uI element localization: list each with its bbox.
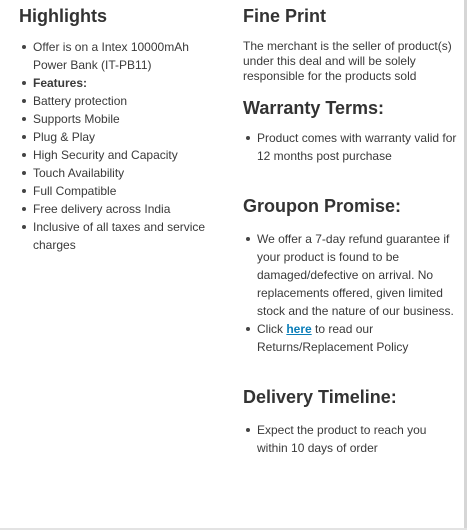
highlight-item-text: Features: (33, 76, 88, 90)
list-item (19, 92, 219, 110)
list-item (19, 200, 219, 218)
list-item (19, 38, 219, 74)
bullet-icon (246, 136, 250, 140)
promise-link-suffix: to read our Returns/Replacement Policy (257, 322, 409, 354)
delivery-heading: Delivery Timeline: (243, 387, 397, 407)
highlight-item-text: Inclusive of all taxes and service charges (33, 220, 206, 252)
bullet-icon (22, 153, 26, 157)
highlight-item-text: Offer is on a Intex 10000mAh Power Bank (IT-PB11) (33, 40, 189, 72)
list-item (19, 182, 219, 200)
list-item (243, 230, 458, 320)
bullet-icon (246, 237, 250, 241)
list-item (243, 129, 458, 165)
details-column (243, 0, 458, 457)
bullet-icon (22, 207, 26, 211)
bullet-icon (246, 428, 250, 432)
bullet-icon (22, 99, 26, 103)
delivery-item-text: Expect the product to reach you within 10 days of order (257, 423, 427, 455)
highlights-section (19, 0, 219, 254)
list-item (243, 320, 458, 356)
highlights-list (19, 38, 219, 254)
bullet-icon (22, 189, 26, 193)
promise-heading: Groupon Promise: (243, 196, 402, 216)
highlight-item-text: High Security and Capacity (33, 148, 178, 162)
list-item (243, 421, 458, 457)
warranty-item-text: Product comes with warranty valid for 12 months post purchase (257, 131, 457, 163)
highlight-item-text: Full Compatible (33, 184, 117, 198)
highlights-heading: Highlights (19, 6, 107, 26)
list-item (19, 128, 219, 146)
promise-item-text: We offer a 7-day refund guarantee if your product is found to be damaged/defective on arrival. No replacements offered, given limited stock and the nature of our business. (257, 232, 454, 318)
fine-print-heading: Fine Print (243, 6, 327, 26)
bullet-icon (22, 117, 26, 121)
highlight-item-text: Supports Mobile (33, 112, 120, 126)
highlight-item-text: Battery protection (33, 94, 128, 108)
highlight-item-text: Free delivery across India (33, 202, 171, 216)
warranty-heading: Warranty Terms: (243, 98, 385, 118)
list-item (19, 146, 219, 164)
list-item (19, 74, 219, 92)
delivery-list (243, 421, 458, 457)
warranty-list (243, 129, 458, 165)
promise-list (243, 230, 458, 356)
list-item (19, 164, 219, 182)
highlight-item-text: Touch Availability (33, 166, 125, 180)
bullet-icon (22, 135, 26, 139)
list-item (19, 218, 219, 254)
bullet-icon (22, 225, 26, 229)
bullet-icon (22, 45, 26, 49)
promise-link-prefix: Click (257, 322, 287, 336)
list-item (19, 110, 219, 128)
fine-print-text: The merchant is the seller of product(s) under this deal and will be solely responsible for the products sold (243, 39, 452, 83)
bullet-icon (246, 327, 250, 331)
bullet-icon (22, 171, 26, 175)
bullet-icon (22, 81, 26, 85)
policy-link[interactable]: here (286, 322, 312, 336)
highlight-item-text: Plug & Play (33, 130, 96, 144)
